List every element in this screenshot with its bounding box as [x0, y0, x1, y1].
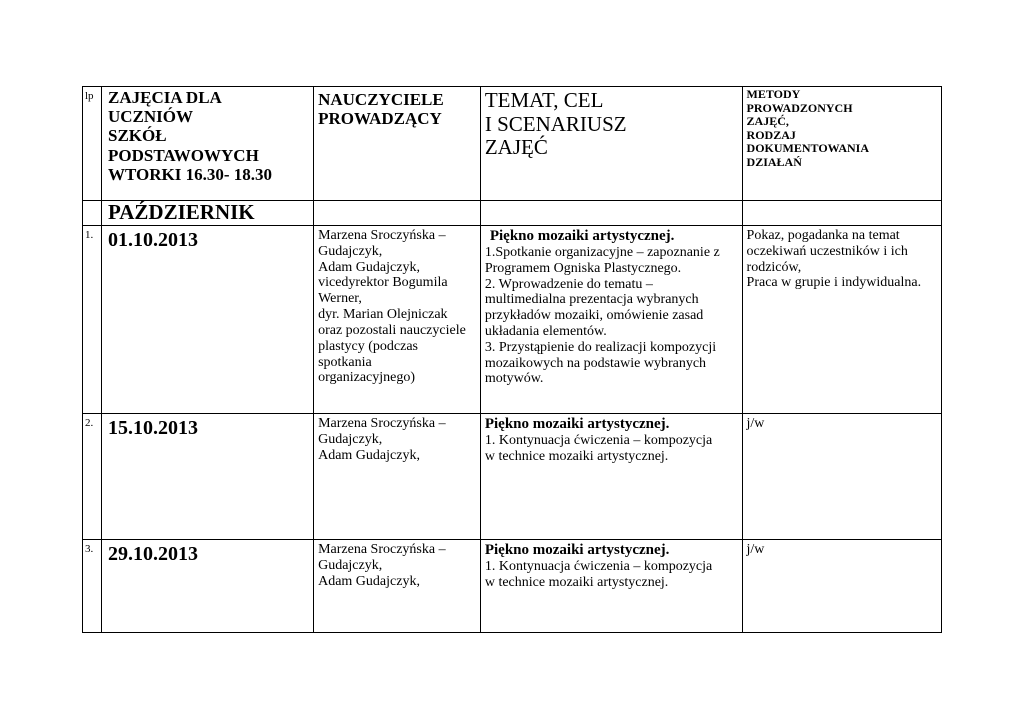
month-empty-cell [742, 201, 941, 226]
row-date: 01.10.2013 [101, 226, 313, 414]
row-methods: j/w [742, 414, 941, 540]
table-row [83, 226, 942, 414]
table-row [83, 540, 942, 633]
row-topic [480, 414, 742, 540]
row-methods: j/w [742, 540, 941, 633]
row-date: 29.10.2013 [101, 540, 313, 633]
month-label: PAŹDZIERNIK [101, 201, 313, 226]
topic-body: 1.Spotkanie organizacyjne – zapoznanie z Programem Ogniska Plastycznego. 2. Wprowadzenie do tematu – multimedialna prezentacja wybranych przykładów mozaiki, omówienie zasad układania elementów. 3. Przystąpienie do realizacji kompozycji mozaikowych na podstawie wybranych motywów. [484, 244, 720, 387]
row-methods: Pokaz, pogadanka na temat oczekiwań uczestników i ich rodziców, Praca w grupie i indywidualna. [742, 226, 941, 414]
topic-title: Piękno mozaiki artystycznej. [484, 542, 670, 558]
month-lp-cell [83, 201, 102, 226]
row-number: 1. [83, 226, 102, 414]
row-topic [480, 226, 742, 414]
row-number: 3. [83, 540, 102, 633]
topic-title: Piękno mozaiki artystycznej. [484, 416, 670, 432]
row-teachers: Marzena Sroczyńska – Gudajczyk, Adam Gudajczyk, vicedyrektor Bogumila Werner, dyr. Marian Olejniczak oraz pozostali nauczyciele plastycy (podczas spotkania organizacyjnego) [314, 226, 481, 414]
header-lp: lp [83, 87, 102, 201]
month-empty-cell [314, 201, 481, 226]
row-teachers: Marzena Sroczyńska – Gudajczyk, Adam Gudajczyk, [314, 540, 481, 633]
table-row [83, 414, 942, 540]
topic-title: Piękno mozaiki artystycznej. [489, 228, 675, 244]
header-metody: METODY PROWADZONYCH ZAJĘĆ, RODZAJ DOKUMENTOWANIA DZIAŁAŃ [742, 87, 941, 201]
schedule-table [82, 86, 942, 633]
row-date: 15.10.2013 [101, 414, 313, 540]
month-row [83, 201, 942, 226]
header-zajecia: ZAJĘCIA DLA UCZNIÓW SZKÓŁ PODSTAWOWYCH WTORKI 16.30- 18.30 [101, 87, 313, 201]
row-teachers: Marzena Sroczyńska – Gudajczyk, Adam Gudajczyk, [314, 414, 481, 540]
header-row [83, 87, 942, 201]
topic-body: 1. Kontynuacja ćwiczenia – kompozycja w technice mozaiki artystycznej. [484, 432, 713, 464]
row-topic [480, 540, 742, 633]
header-nauczyciele: NAUCZYCIELE PROWADZĄCY [314, 87, 481, 201]
header-temat: TEMAT, CEL I SCENARIUSZ ZAJĘĆ [480, 87, 742, 201]
row-number: 2. [83, 414, 102, 540]
topic-body: 1. Kontynuacja ćwiczenia – kompozycja w technice mozaiki artystycznej. [484, 558, 713, 590]
month-empty-cell [480, 201, 742, 226]
